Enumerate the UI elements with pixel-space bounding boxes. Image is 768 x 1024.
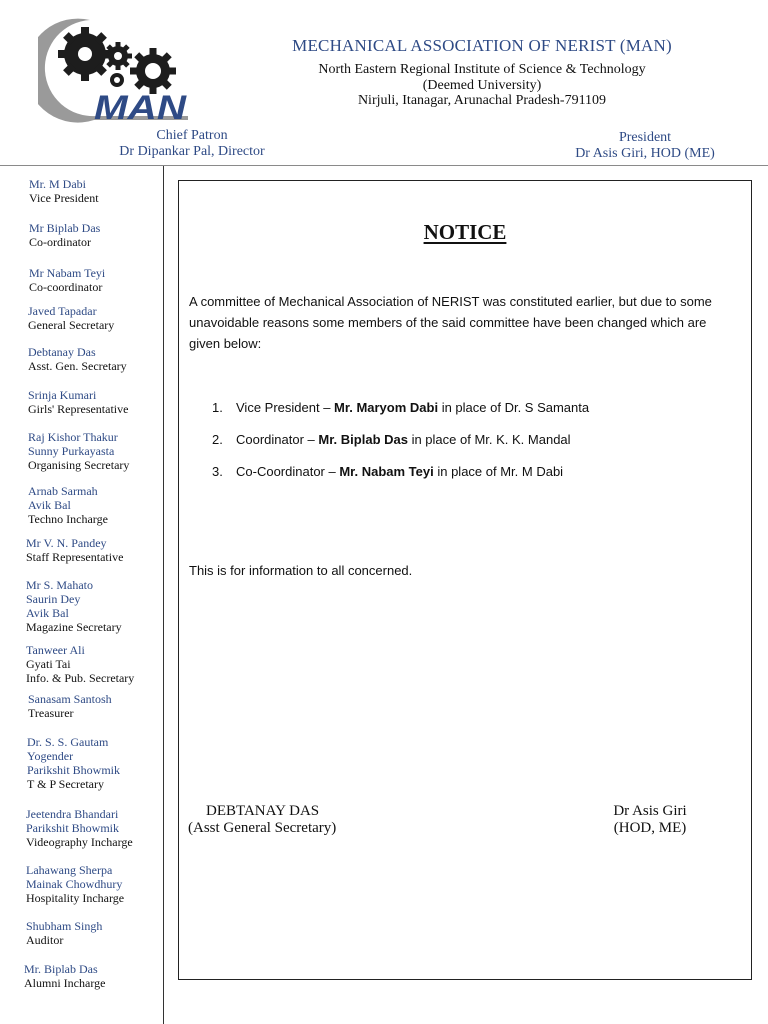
member-name: Lahawang Sherpa (26, 863, 113, 877)
change-item (212, 464, 563, 480)
member-role: Vice President (29, 191, 99, 205)
member-name: Srinja Kumari (28, 388, 97, 402)
item-number: 3. (212, 464, 223, 479)
member-name: Yogender (27, 749, 74, 763)
member-name: Tanweer Ali (26, 643, 85, 657)
member-role: Info. & Pub. Secretary (26, 671, 135, 685)
member-role: Staff Representative (26, 550, 124, 564)
item-replaced: in place of Mr. K. K. Mandal (407, 432, 571, 447)
chief-patron (100, 128, 284, 160)
member-role: Girls' Representative (28, 402, 129, 416)
item-replaced: in place of Mr. M Dabi (433, 464, 564, 479)
member-name: Saurin Dey (26, 592, 81, 606)
member-role: Alumni Incharge (24, 976, 106, 990)
sidebar-entry (28, 692, 112, 720)
member-role: Co-coordinator (29, 280, 103, 294)
sidebar-entry (28, 388, 128, 416)
sidebar-entry (29, 221, 100, 249)
item-new-member: Mr. Nabam Teyi (339, 464, 434, 479)
member-name: Debtanay Das (28, 345, 96, 359)
member-name: Dr. S. S. Gautam (27, 735, 109, 749)
member-name: Mainak Chowdhury (26, 877, 123, 891)
institute-status: (Deemed University) (422, 77, 542, 93)
sidebar-entry (26, 643, 134, 685)
signature-right (590, 803, 710, 837)
sidebar-entry (26, 807, 133, 849)
sidebar-entry (26, 863, 124, 905)
member-role: General Secretary (28, 318, 115, 332)
item-new-member: Mr. Biplab Das (318, 432, 408, 447)
member-role: Hospitality Incharge (26, 891, 125, 905)
institute-address (232, 62, 732, 109)
member-role: T & P Secretary (27, 777, 104, 791)
sidebar-entry (27, 735, 120, 791)
signatory-title: (Asst General Secretary) (188, 820, 337, 836)
signatory-name: Dr Asis Giri (613, 803, 687, 819)
notice-title (178, 220, 752, 245)
president-title: President (618, 130, 672, 145)
member-name: Avik Bal (28, 498, 71, 512)
member-name: Gyati Tai (26, 657, 71, 671)
member-role: Co-ordinator (29, 235, 91, 249)
member-name: Avik Bal (26, 606, 69, 620)
notice-intro: A committee of Mechanical Association of NERIST was constituted earlier, but due to some unavoidable reasons some members of the said committee have been changed which are given below: (189, 294, 712, 351)
header-divider (0, 165, 768, 166)
sidebar-entry (26, 536, 123, 564)
sidebar-entry (28, 304, 114, 332)
sidebar-entry (29, 266, 105, 294)
gears-logo-icon (38, 16, 188, 128)
member-name: Mr. M Dabi (29, 177, 86, 191)
member-name: Parikshit Bhowmik (26, 821, 120, 835)
member-name: Mr Biplab Das (29, 221, 101, 235)
item-role: Vice President – (236, 400, 335, 415)
member-role: Magazine Secretary (26, 620, 122, 634)
member-name: Javed Tapadar (28, 304, 97, 318)
svg-text:MAN: MAN (94, 89, 188, 127)
member-name: Mr Nabam Teyi (29, 266, 106, 280)
sidebar-entry (28, 484, 108, 526)
institute-name: North Eastern Regional Institute of Science & Technology (318, 62, 646, 77)
member-name: Mr. Biplab Das (24, 962, 98, 976)
member-role: Treasurer (28, 706, 74, 720)
signatory-title: (HOD, ME) (613, 820, 687, 836)
member-name: Mr V. N. Pandey (26, 536, 107, 550)
notice-closing: This is for information to all concerned. (189, 563, 413, 578)
member-name: Sunny Purkayasta (28, 444, 115, 458)
notice-title-text: NOTICE (423, 220, 507, 244)
member-role: Techno Incharge (28, 512, 108, 526)
member-name: Sanasam Santosh (28, 692, 112, 706)
president-name: Dr Asis Giri, HOD (ME) (575, 146, 715, 161)
chief-patron-name: Dr Dipankar Pal, Director (119, 144, 265, 159)
chief-patron-title: Chief Patron (156, 128, 228, 143)
signature-left (188, 803, 348, 837)
man-logo (38, 16, 188, 128)
item-number: 2. (212, 432, 223, 447)
sidebar-entry (26, 578, 122, 634)
member-name: Jeetendra Bhandari (26, 807, 119, 821)
item-replaced: in place of Dr. S Samanta (438, 400, 590, 415)
member-name: Mr S. Mahato (26, 578, 93, 592)
member-role: Auditor (26, 933, 64, 947)
org-title: MECHANICAL ASSOCIATION OF NERIST (MAN) (292, 36, 672, 55)
sidebar-entry (28, 345, 127, 373)
sidebar-entry (24, 962, 105, 990)
item-new-member: Mr. Maryom Dabi (334, 400, 439, 415)
sidebar-entry (26, 919, 102, 947)
institute-location: Nirjuli, Itanagar, Arunachal Pradesh-791109 (357, 93, 607, 108)
change-item (212, 400, 589, 416)
member-role: Asst. Gen. Secretary (28, 359, 127, 373)
item-role: Co-Coordinator – (236, 464, 340, 479)
member-name: Raj Kishor Thakur (28, 430, 118, 444)
signatory-name: DEBTANAY DAS (206, 803, 320, 819)
member-role: Videography Incharge (26, 835, 133, 849)
sidebar-entry (29, 177, 99, 205)
member-name: Shubham Singh (26, 919, 103, 933)
item-number: 1. (212, 400, 223, 415)
item-role: Coordinator – (236, 432, 319, 447)
sidebar-divider (163, 166, 164, 1024)
member-role: Organising Secretary (28, 458, 130, 472)
member-name: Parikshit Bhowmik (27, 763, 121, 777)
president (555, 130, 735, 162)
change-item (212, 432, 571, 448)
member-name: Arnab Sarmah (28, 484, 98, 498)
sidebar-entry (28, 430, 129, 472)
